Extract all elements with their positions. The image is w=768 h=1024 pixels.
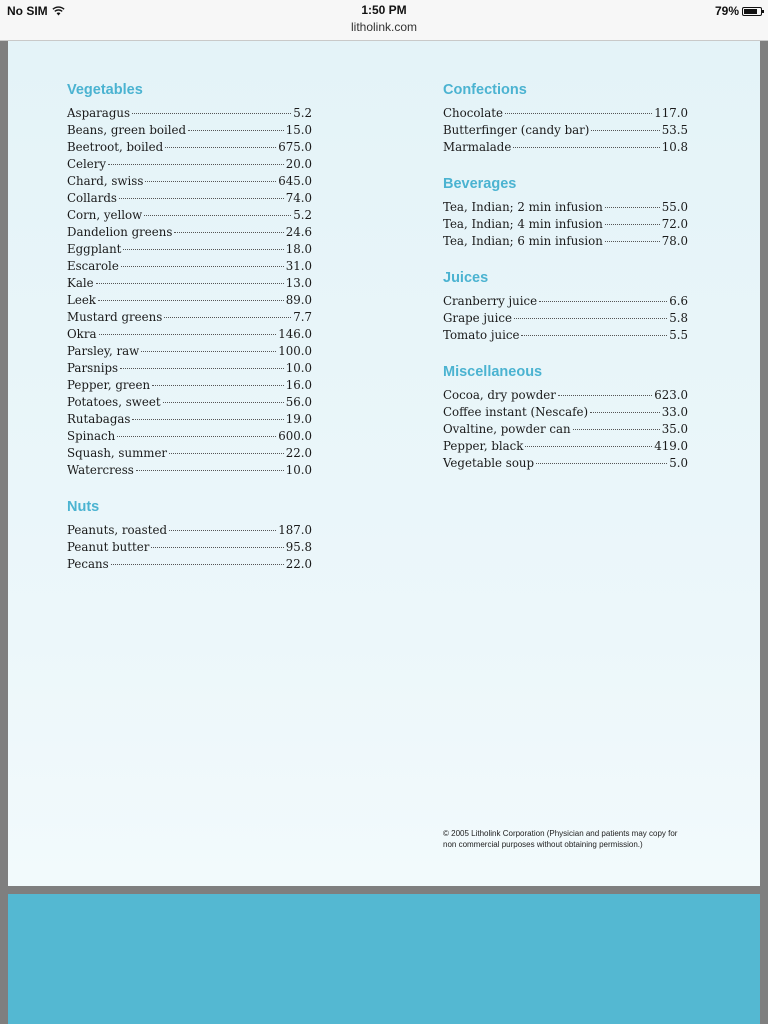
list-item <box>443 387 688 404</box>
item-value: 5.2 <box>293 106 312 120</box>
list-item <box>67 105 312 122</box>
list-item <box>443 421 688 438</box>
document-page <box>8 41 760 886</box>
list-item <box>443 455 688 472</box>
list-item <box>67 462 312 479</box>
dot-leader <box>605 206 660 208</box>
item-value: 623.0 <box>654 388 688 402</box>
item-value: 31.0 <box>285 259 312 273</box>
dot-leader <box>169 452 284 454</box>
item-name: Tomato juice <box>443 328 520 342</box>
list-item <box>67 122 312 139</box>
item-value: 89.0 <box>285 293 312 307</box>
dot-leader <box>165 146 276 148</box>
dot-leader <box>539 300 667 302</box>
item-value: 18.0 <box>285 242 312 256</box>
item-value: 19.0 <box>285 412 312 426</box>
item-value: 53.5 <box>661 123 688 137</box>
item-name: Peanuts, roasted <box>67 523 168 537</box>
list-item <box>67 275 312 292</box>
dot-leader <box>144 214 291 216</box>
next-page <box>8 894 760 1024</box>
item-name: Celery <box>67 157 107 171</box>
list-item <box>67 394 312 411</box>
dot-leader <box>136 469 284 471</box>
dot-leader <box>591 129 659 131</box>
list-item <box>443 293 688 310</box>
list-item <box>67 522 312 539</box>
item-value: 100.0 <box>278 344 312 358</box>
item-name: Asparagus <box>67 106 131 120</box>
list-item <box>443 310 688 327</box>
section-nuts <box>67 499 312 573</box>
list-item <box>443 438 688 455</box>
list-item <box>67 377 312 394</box>
list-item <box>443 105 688 122</box>
item-value: 5.0 <box>669 456 688 470</box>
copyright-line: non commercial purposes without obtaining permission.) <box>443 840 643 849</box>
list-item <box>67 224 312 241</box>
item-value: 22.0 <box>285 557 312 571</box>
battery-percent: 79% <box>714 4 739 18</box>
section-heading: Juices <box>443 270 489 286</box>
item-name: Corn, yellow <box>67 208 143 222</box>
item-value: 675.0 <box>278 140 312 154</box>
item-value: 55.0 <box>661 200 688 214</box>
dot-leader <box>513 146 659 148</box>
list-item <box>67 360 312 377</box>
list-item <box>67 190 312 207</box>
copyright-line: © 2005 Litholink Corporation (Physician and patients may copy for <box>443 829 678 838</box>
item-name: Collards <box>67 191 117 205</box>
item-value: 5.8 <box>669 311 688 325</box>
dot-leader <box>132 112 291 114</box>
section-juices <box>443 270 688 344</box>
item-name: Chocolate <box>443 106 503 120</box>
section-confections <box>443 82 688 156</box>
item-name: Pepper, green <box>67 378 151 392</box>
item-value: 117.0 <box>654 106 688 120</box>
status-bar <box>0 0 768 41</box>
dot-leader <box>558 394 652 396</box>
dot-leader <box>108 163 284 165</box>
dot-leader <box>573 428 660 430</box>
left-column <box>67 82 312 593</box>
list-item <box>443 327 688 344</box>
item-name: Mustard greens <box>67 310 163 324</box>
item-name: Eggplant <box>67 242 122 256</box>
item-name: Escarole <box>67 259 119 273</box>
item-name: Ovaltine, powder can <box>443 422 571 436</box>
section-beverages <box>443 176 688 250</box>
item-value: 78.0 <box>661 234 688 248</box>
dot-leader <box>121 265 284 267</box>
item-name: Pecans <box>67 557 109 571</box>
dot-leader <box>514 317 667 319</box>
dot-leader <box>141 350 276 352</box>
list-item <box>443 404 688 421</box>
section-heading: Miscellaneous <box>443 364 543 380</box>
item-name: Tea, Indian; 6 min infusion <box>443 234 603 248</box>
item-value: 7.7 <box>293 310 312 324</box>
section-miscellaneous <box>443 364 688 472</box>
item-name: Spinach <box>67 429 116 443</box>
dot-leader <box>590 411 660 413</box>
item-value: 56.0 <box>285 395 312 409</box>
dot-leader <box>111 563 284 565</box>
item-name: Potatoes, sweet <box>67 395 161 409</box>
dot-leader <box>145 180 276 182</box>
dot-leader <box>174 231 283 233</box>
dot-leader <box>119 197 284 199</box>
item-value: 16.0 <box>285 378 312 392</box>
copyright-notice <box>443 828 703 850</box>
item-name: Leek <box>67 293 96 307</box>
item-name: Chard, swiss <box>67 174 144 188</box>
item-value: 35.0 <box>661 422 688 436</box>
list-item <box>67 539 312 556</box>
dot-leader <box>120 367 284 369</box>
item-value: 10.0 <box>285 463 312 477</box>
item-name: Dandelion greens <box>67 225 173 239</box>
dot-leader <box>605 240 660 242</box>
item-value: 74.0 <box>285 191 312 205</box>
item-value: 419.0 <box>654 439 688 453</box>
list-item <box>443 233 688 250</box>
item-value: 33.0 <box>661 405 688 419</box>
item-name: Parsley, raw <box>67 344 140 358</box>
clock: 1:50 PM <box>361 3 407 17</box>
list-item <box>67 292 312 309</box>
list-item <box>443 199 688 216</box>
item-value: 5.5 <box>669 328 688 342</box>
item-value: 15.0 <box>285 123 312 137</box>
item-value: 72.0 <box>661 217 688 231</box>
item-value: 13.0 <box>285 276 312 290</box>
item-value: 187.0 <box>278 523 312 537</box>
item-name: Tea, Indian; 2 min infusion <box>443 200 603 214</box>
dot-leader <box>521 334 667 336</box>
item-value: 24.6 <box>285 225 312 239</box>
section-heading: Confections <box>443 82 527 98</box>
dot-leader <box>505 112 652 114</box>
item-value: 5.2 <box>293 208 312 222</box>
dot-leader <box>117 435 276 437</box>
dot-leader <box>164 316 291 318</box>
dot-leader <box>188 129 284 131</box>
battery-icon <box>742 7 762 16</box>
list-item <box>67 445 312 462</box>
item-value: 645.0 <box>278 174 312 188</box>
item-name: Grape juice <box>443 311 512 325</box>
list-item <box>67 556 312 573</box>
address-bar[interactable]: litholink.com <box>350 20 418 34</box>
item-name: Rutabagas <box>67 412 131 426</box>
dot-leader <box>169 529 276 531</box>
list-item <box>67 241 312 258</box>
section-vegetables <box>67 82 312 479</box>
item-name: Beetroot, boiled <box>67 140 164 154</box>
list-item <box>443 139 688 156</box>
list-item <box>67 207 312 224</box>
battery-status <box>715 4 762 18</box>
list-item <box>67 173 312 190</box>
item-value: 22.0 <box>285 446 312 460</box>
list-item <box>67 309 312 326</box>
dot-leader <box>151 546 283 548</box>
dot-leader <box>96 282 284 284</box>
item-name: Beans, green boiled <box>67 123 187 137</box>
item-value: 146.0 <box>278 327 312 341</box>
item-name: Coffee instant (Nescafe) <box>443 405 589 419</box>
item-name: Peanut butter <box>67 540 150 554</box>
dot-leader <box>132 418 283 420</box>
item-value: 600.0 <box>278 429 312 443</box>
list-item <box>67 411 312 428</box>
item-value: 20.0 <box>285 157 312 171</box>
list-item <box>67 139 312 156</box>
item-value: 10.0 <box>285 361 312 375</box>
item-name: Kale <box>67 276 94 290</box>
dot-leader <box>163 401 284 403</box>
section-heading: Vegetables <box>67 82 143 98</box>
item-name: Squash, summer <box>67 446 168 460</box>
dot-leader <box>152 384 284 386</box>
item-name: Marmalade <box>443 140 512 154</box>
section-heading: Beverages <box>443 176 517 192</box>
item-name: Watercress <box>67 463 134 477</box>
item-name: Tea, Indian; 4 min infusion <box>443 217 603 231</box>
dot-leader <box>123 248 283 250</box>
list-item <box>443 216 688 233</box>
item-name: Okra <box>67 327 97 341</box>
item-name: Cocoa, dry powder <box>443 388 556 402</box>
item-value: 95.8 <box>285 540 312 554</box>
dot-leader <box>536 462 667 464</box>
list-item <box>67 428 312 445</box>
dot-leader <box>605 223 660 225</box>
list-item <box>67 326 312 343</box>
list-item <box>443 122 688 139</box>
dot-leader <box>98 299 284 301</box>
item-name: Pepper, black <box>443 439 524 453</box>
item-value: 10.8 <box>661 140 688 154</box>
item-name: Cranberry juice <box>443 294 538 308</box>
item-name: Vegetable soup <box>443 456 535 470</box>
list-item <box>67 343 312 360</box>
dot-leader <box>99 333 277 335</box>
item-value: 6.6 <box>669 294 688 308</box>
list-item <box>67 258 312 275</box>
list-item <box>67 156 312 173</box>
item-name: Butterfinger (candy bar) <box>443 123 590 137</box>
section-heading: Nuts <box>67 499 100 515</box>
dot-leader <box>525 445 652 447</box>
item-name: Parsnips <box>67 361 119 375</box>
right-column <box>443 82 688 492</box>
carrier-label: No SIM <box>7 4 48 18</box>
